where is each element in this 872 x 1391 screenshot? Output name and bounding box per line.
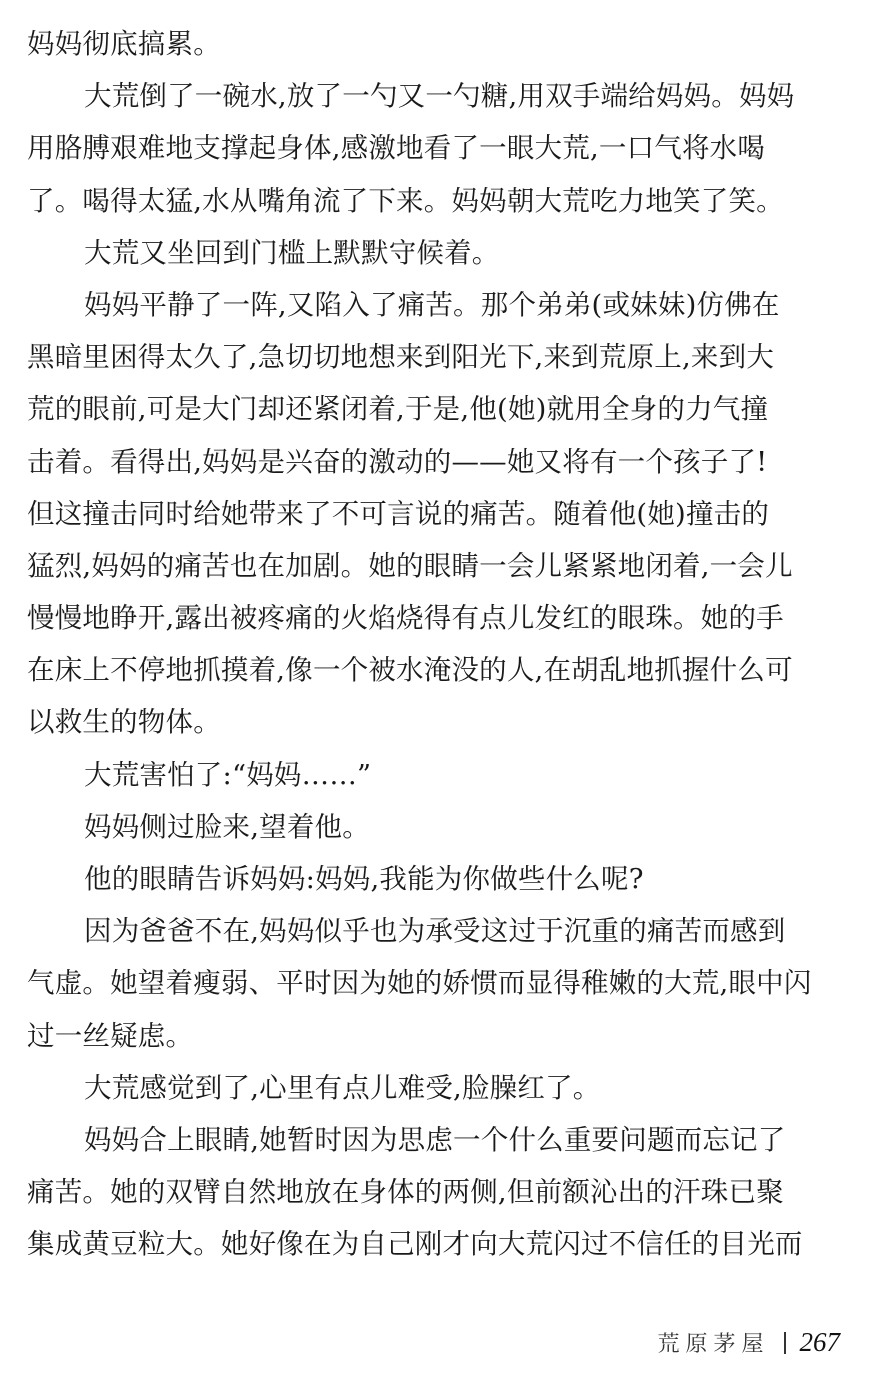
text-line: 过一丝疑虑。 (27, 1019, 194, 1052)
text-line: 击着。看得出,妈妈是兴奋的激动的——她又将有一个孩子了! (27, 445, 768, 478)
text-line: 因为爸爸不在,妈妈似乎也为承受这过于沉重的痛苦而感到 (84, 915, 786, 948)
running-title: 荒原茅屋 (657, 1332, 770, 1357)
text-line: 用胳膊艰难地支撑起身体,感激地看了一眼大荒,一口气将水喝 (27, 132, 766, 165)
page-footer (657, 1327, 840, 1358)
text-line: 妈妈合上眼睛,她暂时因为思虑一个什么重要问题而忘记了 (84, 1123, 786, 1156)
text-line: 慢慢地睁开,露出被疼痛的火焰烧得有点儿发红的眼珠。她的手 (27, 602, 784, 635)
text-line: 荒的眼前,可是大门却还紧闭着,于是,他(她)就用全身的力气撞 (27, 393, 769, 426)
text-line: 妈妈彻底搞累。 (27, 28, 221, 60)
text-line: 大荒又坐回到门槛上默默守候着。 (84, 236, 500, 269)
text-line: 黑暗里困得太久了,急切切地想来到阳光下,来到荒原上,来到大 (27, 341, 775, 374)
text-line: 痛苦。她的双臂自然地放在身体的两侧,但前额沁出的汗珠已聚 (27, 1176, 784, 1209)
text-line: 但这撞击同时给她带来了不可言说的痛苦。随着他(她)撞击的 (27, 497, 770, 530)
text-line: 大荒倒了一碗水,放了一勺又一勺糖,用双手端给妈妈。妈妈 (84, 80, 795, 113)
footer-divider (784, 1332, 786, 1354)
text-line: 他的眼睛告诉妈妈:妈妈,我能为你做些什么呢? (84, 863, 644, 895)
text-line: 气虚。她望着瘦弱、平时因为她的娇惯而显得稚嫩的大荒,眼中闪 (27, 967, 812, 1000)
text-line: 妈妈侧过脸来,望着他。 (84, 810, 370, 843)
text-line: 大荒害怕了:“妈妈……” (84, 758, 372, 791)
page-number: 267 (799, 1327, 840, 1357)
text-line: 集成黄豆粒大。她好像在为自己刚才向大荒闪过不信任的目光而 (27, 1228, 803, 1261)
text-line: 大荒感觉到了,心里有点儿难受,脸臊红了。 (84, 1071, 601, 1104)
text-line: 在床上不停地抓摸着,像一个被水淹没的人,在胡乱地抓握什么可 (27, 654, 793, 687)
text-line: 妈妈平静了一阵,又陷入了痛苦。那个弟弟(或妹妹)仿佛在 (84, 288, 780, 321)
text-line: 猛烈,妈妈的痛苦也在加剧。她的眼睛一会儿紧紧地闭着,一会儿 (27, 549, 793, 582)
text-line: 以救生的物体。 (27, 706, 221, 739)
page-body (27, 18, 843, 1271)
text-line: 了。喝得太猛,水从嘴角流了下来。妈妈朝大荒吃力地笑了笑。 (27, 184, 784, 217)
